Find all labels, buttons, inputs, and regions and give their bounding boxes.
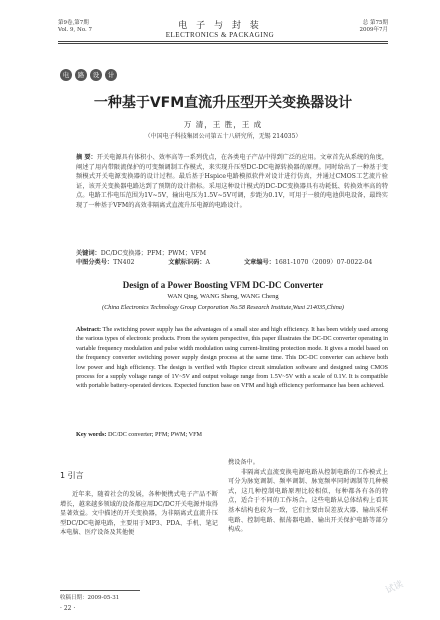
doc-code-label: 文献标识码：	[168, 259, 206, 266]
badge-char-3: 设	[90, 69, 102, 81]
journal-title-cn: 电 子 与 封 装	[178, 21, 262, 31]
keywords-en-text: DC/DC converter; PFM; PWM; VFM	[107, 431, 203, 438]
journal-title-en: ELECTRONICS & PACKAGING	[165, 31, 275, 39]
abstract-cn-label: 摘 要：	[76, 154, 97, 161]
abstract-cn-text: 开关电源具有体积小、效率高等一系列优点，在各类电子产品中得到广泛的应用。文章首先从系统的角度，阐述了用内带限流保护的可变频调制工作模式，来实现升压型DC-DC电源转换器的原理。同时给出了一种基于变频模式开关电源变换器的设计过程。最后基于Hspice电路模拟软件对设计进行仿真，并通过CMOS工艺流片验证，该开关变换器电路达到了预期的设计指标。采用这种设计模式的DC-DC变换器具有功耗低、转换效率高的特点。电路工作电压范围为1V~5V，输出电压为1.5V~5V可调，步距为0.1V，可用于一般的电池供电设备，最终实现了一种基于VFM的高效非隔离式直流升压电源的电路设计。	[76, 154, 389, 209]
intro-right-column: 携设备中。 非隔离式直流变换电源电路从控制电路的工作模式上可分为脉宽调制、频率调制、脉宽频率同时调制等几种模式，这几种控制电路原理比较相似，每种都各有各的特点，适合于不同的工作场合。这些电路从总体结构上看其基本结构也较为一致，它们主要由误差放大器、输出采样电路、控制电路、振荡器电路、输出开关保护电路等部分构成。	[228, 459, 388, 534]
section-heading-introduction: 1 引言	[60, 471, 84, 480]
section-badge	[60, 62, 120, 81]
journal-volume-cn: 第9卷,第7期	[58, 20, 89, 26]
badge-char-4: 计	[105, 69, 117, 81]
intro-left-column: 近年来，随着社会的发展，各种便携式电子产品不断增长，越来越多领域的设备都应用DC/DC开关电源并取得显著效益。文中描述的开关变换器，为非隔离式直流升压型DC/DC电源电路，主要用于MP3、PDA、手机、笔记本电脑、医疗设备及其他便	[60, 491, 218, 537]
received-date: 收稿日期：2009-05-31	[60, 595, 120, 601]
abstract-en-text: The switching power supply has the advantages of a small size and high efficiency. It has been widely used among the various types of electronic products. From the system perspective, this paper illustrates the DC-DC converter operating in variable frequency modulation and pulse width modulation using current-limiting protection mode. It gives a model based on the frequency converter switching power supply design process at the same time. This DC-DC converter can achieve both low power and high efficiency. The design is verified with Hspice circuit simulation software and designed using CMOS process for a supply voltage range of 1V~5V and output voltage range from 1.5V~5V with a scale of 0.1V. It is compatible with portable battery-operated devices. Expected function base on VFM and high efficiency performance has been achieved.	[76, 326, 389, 390]
page-number: · 22 ·	[60, 605, 76, 612]
journal-volume-en: Vol. 9, No. 7	[58, 27, 93, 33]
article-number-label: 文章编号：	[243, 259, 275, 266]
classification-line	[76, 258, 388, 268]
abstract-cn	[76, 153, 388, 210]
clc-value: TN402	[113, 259, 135, 266]
affiliation-cn: （中国电子科技集团公司第五十八研究所，无锡 214035）	[144, 133, 302, 140]
header-rule-2	[58, 43, 388, 44]
paper-title-en: Design of a Power Boosting VFM DC-DC Converter	[122, 280, 324, 290]
authors-en: WAN Qing, WANG Sheng, WANG Cheng	[167, 293, 279, 300]
keywords-en	[76, 430, 388, 439]
keywords-en-label: Key words:	[76, 431, 107, 438]
issue-date: 2009年7月	[359, 27, 388, 33]
affiliation-en: (China Electronics Technology Group Corporation No.58 Research Institute,Wuxi 214035,China)	[102, 304, 344, 311]
paper-title-cn: 一种基于VFM直流升压型开关变换器设计	[93, 95, 353, 111]
header-rule	[58, 41, 388, 42]
article-number-value: 1681-1070（2009）07-0022-04	[274, 259, 373, 266]
clc-label: 中图分类号：	[76, 259, 114, 266]
abstract-en	[76, 325, 388, 391]
doc-code-value: A	[205, 259, 211, 266]
abstract-en-label: Abstract:	[76, 326, 102, 333]
watermark-text: 试读	[384, 579, 405, 597]
issue-number: 总 第75期	[362, 20, 388, 26]
badge-char-2: 路	[75, 69, 87, 81]
authors-cn: 万 清，王 胜，王 成	[183, 120, 263, 129]
footnote-rule	[60, 590, 140, 591]
keywords-cn-text: DC/DC变换器；PFM；PWM；VFM	[100, 250, 207, 257]
badge-char-1: 电	[60, 69, 72, 81]
keywords-cn-label: 关键词：	[76, 250, 101, 257]
